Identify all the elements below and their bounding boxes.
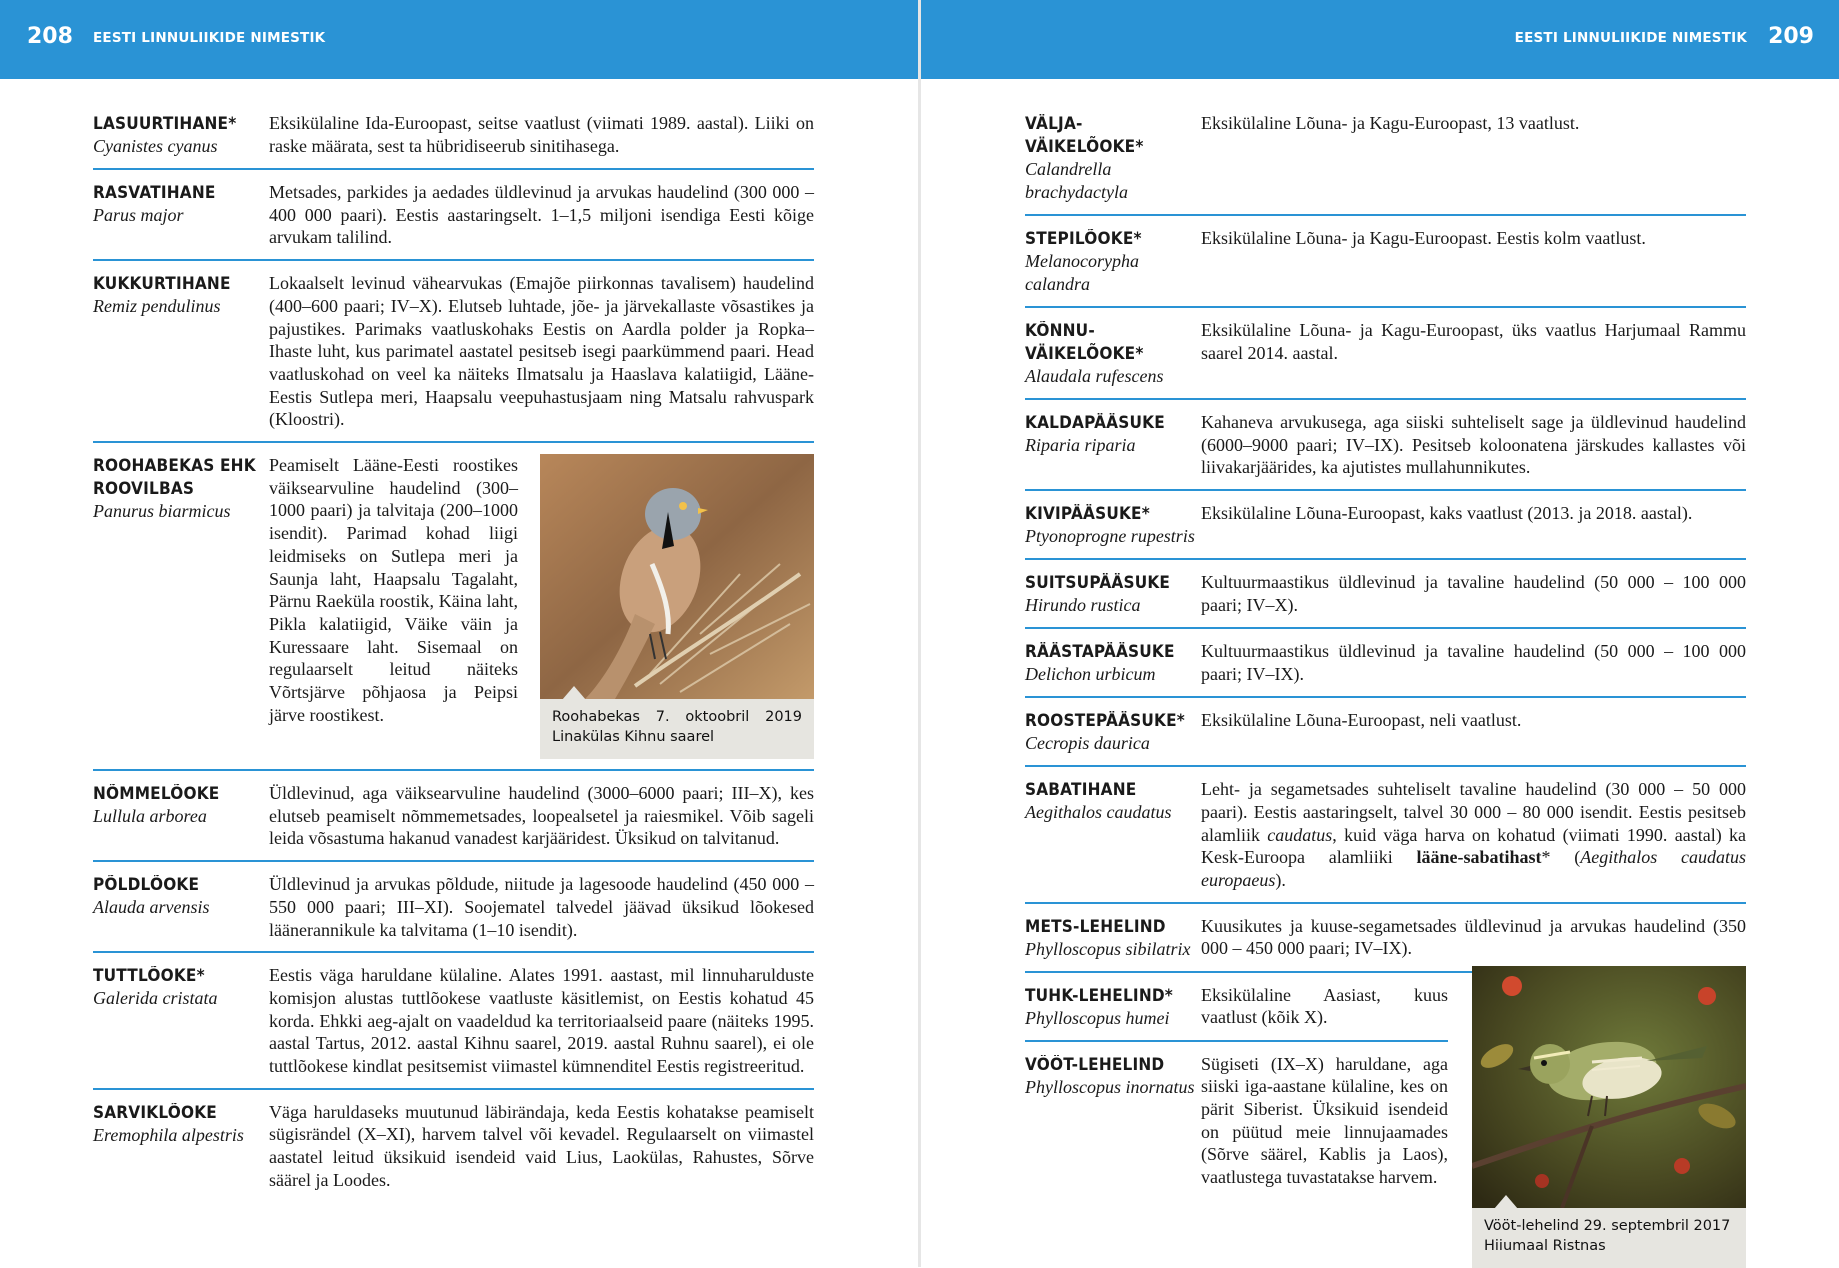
latin-name: Phylloscopus humei bbox=[1025, 1007, 1170, 1028]
yellow-browed-warbler-photo bbox=[1472, 966, 1746, 1268]
species-entry-roohabekas bbox=[93, 454, 814, 771]
species-entry-tuttlooke bbox=[93, 964, 814, 1090]
species-name: SUITSUPÄÄSUKE bbox=[1025, 573, 1171, 593]
species-entry-stepilooke bbox=[1025, 227, 1746, 308]
right-page-number: 209 bbox=[1768, 24, 1814, 49]
species-description: Kuusikutes ja kuuse-segametsades üldlevinud ja arvukas haudelind (350 000 – 450 000 paari; IV–IX). bbox=[1201, 915, 1746, 959]
species-name: RASVATIHANE bbox=[93, 183, 216, 202]
latin-name: Lullula arborea bbox=[93, 806, 207, 827]
species-entry-sabatihane bbox=[1025, 778, 1746, 904]
species-description: Eksikülaline Lõuna-Euroopast, kaks vaatlust (2013. ja 2018. aastal). bbox=[1201, 503, 1693, 524]
latin-name: Phylloscopus inornatus bbox=[1025, 1076, 1195, 1097]
species-description: Üldlevinud ja arvukas põldude, niitude ja lagesoode haudelind (450 000 – 550 000 paari; III–XI). Soojematel talvedel jäävad üksikud lõokesed läänerannikule ka talvitama (1–10 isendit). bbox=[269, 874, 814, 940]
species-name: METS-LEHELIND bbox=[1025, 916, 1166, 936]
species-description: Eksikülaline Lõuna- ja Kagu-Euroopast, 13 vaatlust. bbox=[1201, 113, 1580, 133]
species-name: KUKKURTIHANE bbox=[93, 274, 231, 294]
left-page-number: 208 bbox=[27, 24, 73, 49]
species-name: ROOSTEPÄÄSUKE* bbox=[1025, 711, 1186, 731]
species-entry-vööt-lehelind bbox=[1025, 1053, 1448, 1199]
species-name: TUTTLÕOKE* bbox=[93, 966, 205, 986]
species-name: ROOHABEKAS EHK ROOVILBAS bbox=[93, 456, 256, 499]
latin-name: Panurus biarmicus bbox=[93, 501, 231, 522]
species-description: Peamiselt Lääne-Eesti roostikes väiksearvuline haudelind (300–1000 paari) ja talvitaja (200–1000 isendit). Parimad kohad liigi leidmiseks on Sutlepa meri ja Saunja laht, Haapsalu Tagalaht, Pärnu Raeküla roostik, Käina laht, Pikla kalatiigid, Väike väin ja Kuressaare laht. Sisemaal on regulaarselt leitud näiteks Võrtsjärve põhjaosa ja Peipsi järve roostikest. bbox=[269, 455, 518, 725]
left-page-header bbox=[0, 0, 918, 79]
species-name: RÄÄSTAPÄÄSUKE bbox=[1025, 642, 1175, 662]
species-description: Leht- ja segametsades suhteliselt tavaline haudelind (30 000 – 50 000 paari). Eestis aastaringselt, talvel 30 000 – 80 000 isendit. Eestis pesitseb alamliik caudatus, kuid väga harva on kohatud (viimati 1990. aastal) ka Kesk-Euroopa alamliiki lääne-sabatihast* (Aegithalos caudatus europaeus). bbox=[1201, 779, 1746, 890]
species-entry-sarviklooke bbox=[93, 1101, 814, 1202]
right-page-header bbox=[921, 0, 1839, 79]
right-running-title: EESTI LINNULIIKIDE NIMESTIK bbox=[1514, 30, 1747, 46]
latin-name: Phylloscopus sibilatrix bbox=[1025, 938, 1191, 959]
latin-name: Cecropis daurica bbox=[1025, 733, 1150, 754]
species-description: Eksikülaline Ida-Euroopast, seitse vaatlust (viimati 1989. aastal). Liiki on raske määrata, sest ta hübridiseerub sinitihasega. bbox=[269, 113, 814, 156]
left-running-title: EESTI LINNULIIKIDE NIMESTIK bbox=[93, 30, 326, 46]
species-entry-raastapaasuke bbox=[1025, 640, 1746, 698]
species-description: Eksikülaline Lõuna- ja Kagu-Euroopast, üks vaatlus Harjumaal Rammu saarel 2014. aastal. bbox=[1201, 320, 1746, 363]
latin-name: Eremophila alpestris bbox=[93, 1124, 244, 1145]
latin-name: Alaudala rufescens bbox=[1025, 366, 1164, 386]
species-name: PÕLDLÕOKE bbox=[93, 875, 200, 895]
right-page-body bbox=[1025, 112, 1746, 1268]
page-gutter bbox=[918, 0, 921, 1267]
species-entry-valja-vaikelooke bbox=[1025, 112, 1746, 216]
species-name: KÕNNU- VÄIKELÕOKE* bbox=[1025, 321, 1144, 363]
left-page-body bbox=[93, 112, 814, 1213]
species-entry-lasuurtihane bbox=[93, 112, 814, 170]
species-name: NÕMMELÕOKE bbox=[93, 784, 220, 804]
latin-name: Calandrella brachydactyla bbox=[1025, 159, 1128, 202]
latin-name: Cyanistes cyanus bbox=[93, 136, 218, 156]
latin-name: Galerida cristata bbox=[93, 988, 218, 1009]
species-description: Kultuurmaastikus üldlevinud ja tavaline haudelind (50 000 – 100 000 paari; IV–IX). bbox=[1201, 641, 1746, 684]
latin-name: Delichon urbicum bbox=[1025, 664, 1156, 685]
species-entry-konnu-vaikelooke bbox=[1025, 319, 1746, 400]
species-description: Kahaneva arvukusega, aga siiski suhteliselt sage ja üldlevinud haudelind (6000–9000 paari; IV–IX). Pesitseb koloonatena järskudes kallastes või liivakarjäärides, ka ajutistes mullahunnikutes. bbox=[1201, 412, 1746, 478]
photo-caption: Vööt-lehelind 29. septembril 2017 Hiiumaal Ristnas bbox=[1484, 1217, 1731, 1254]
latin-name: Alauda arvensis bbox=[93, 897, 210, 918]
species-description: Eksikülaline Lõuna-Euroopast, neli vaatlust. bbox=[1201, 710, 1522, 731]
bearded-reedling-image bbox=[540, 454, 814, 699]
species-name: TUHK-LEHELIND* bbox=[1025, 985, 1173, 1005]
yellow-browed-warbler-image bbox=[1472, 966, 1746, 1208]
species-entry-rasvatihane bbox=[93, 181, 814, 261]
species-entry-nommelooke bbox=[93, 782, 814, 862]
species-name: STEPILÕOKE* bbox=[1025, 229, 1142, 248]
bearded-reedling-photo bbox=[540, 454, 814, 759]
species-entry-suitsupaasuke bbox=[1025, 571, 1746, 629]
species-entry-kukkurtihane bbox=[93, 272, 814, 443]
species-name: SABATIHANE bbox=[1025, 780, 1137, 800]
latin-name: Melanocorypha calandra bbox=[1025, 251, 1139, 294]
latin-name: Hirundo rustica bbox=[1025, 595, 1141, 616]
latin-name: Ptyonoprogne rupestris bbox=[1025, 526, 1195, 547]
species-description: Eksikülaline Aasiast, kuus vaatlust (kõik X). bbox=[1201, 984, 1448, 1028]
species-entry-tuhk-lehelind bbox=[1025, 984, 1448, 1042]
species-description: Eestis väga haruldane külaline. Alates 1991. aastast, mil linnuharulduste komisjon alustas tuttlõokese vaatluste käsitlemist, on Eestis kohatud 45 korda. Ehkki aeg-ajalt on vaadeldud ka territoriaalseid paare (näiteks 1995. aastal Tartus, 2012. aastal Kihnu saarel, 2019. aastal Ruhnu saarel), ei ole tuttlõokese kindlat pesitsemist viimastel kümnenditel Eestis registreeritud. bbox=[269, 965, 814, 1077]
latin-name: Aegithalos caudatus bbox=[1025, 802, 1172, 823]
species-description: Lokaalselt levinud vähearvukas (Emajõe piirkonnas tavalisem) haudelind (400–600 paari; IV–X). Elutseb luhtade, jõe- ja järvekallaste võsastikes ja pajustikes. Parimaks vaatluskohaks Eestis on Aardla polder ja Ropka–Ihaste luht, kus parimatel aastatel pesitseb isegi paarkümmend paari. Head vaatluskohad on veel ka näiteks Ilmatsalu ja Haaslava kalatiigid, Lääne-Eestis Sutlepa meri, Haapsalu veepuhastusjaam ning Matsalu rahvuspark (Kloostri). bbox=[269, 273, 814, 430]
species-entry-kaldapaasuke bbox=[1025, 411, 1746, 491]
species-name: VÖÖT-LEHELIND bbox=[1025, 1054, 1165, 1074]
species-description: Üldlevinud, aga väiksearvuline haudelind (3000–6000 paari; III–X), kes elutseb peamiselt nõmmemetsades, loopealsetel ja raiesmikel. Võib sageli leida võsastuma hakanud vanadest karjääridest. Üksikud on talvitanud. bbox=[269, 783, 814, 849]
latin-name: Riparia riparia bbox=[1025, 435, 1136, 455]
species-name: KALDAPÄÄSUKE bbox=[1025, 413, 1165, 432]
photo-caption: Roohabekas 7. oktoobril 2019 Linakülas Kihnu saarel bbox=[552, 709, 802, 746]
species-description: Sügiseti (IX–X) haruldane, aga siiski iga-aastane külaline, kes on pärit Siberist. Üksikuid isendeid on püütud meie linnujaamades (Sõrve säärel, Kablis ja Laos), vaatlustega tuvastatakse harvem. bbox=[1201, 1053, 1448, 1188]
species-name: LASUURTIHANE* bbox=[93, 114, 237, 133]
latin-name: Parus major bbox=[93, 205, 184, 225]
species-name: KIVIPÄÄSUKE* bbox=[1025, 504, 1150, 524]
species-entry-mets-lehelind bbox=[1025, 915, 1746, 973]
species-description: Metsades, parkides ja aedades üldlevinud ja arvukas haudelind (300 000 – 400 000 paari). Eestis aastaringselt. 1–1,5 miljoni isendiga Eesti kõige arvukam talilind. bbox=[269, 182, 814, 248]
species-entry-poldlooke bbox=[93, 873, 814, 953]
species-name: SARVIKLÕOKE bbox=[93, 1102, 217, 1122]
species-entry-roostepaasuke bbox=[1025, 709, 1746, 767]
species-entry-kivipaasuke bbox=[1025, 502, 1746, 560]
species-description: Kultuurmaastikus üldlevinud ja tavaline haudelind (50 000 – 100 000 paari; IV–X). bbox=[1201, 572, 1746, 615]
latin-name: Remiz pendulinus bbox=[93, 296, 221, 317]
species-name: VÄLJA-VÄIKELÕOKE* bbox=[1025, 114, 1144, 156]
species-description: Väga haruldaseks muutunud läbirändaja, keda Eestis kohatakse peamiselt sügisrändel (X–XI), harvem talvel või kevadel. Regulaarselt on viimastel aastatel leitud üksikuid isendeid vaid Lius, Laokülas, Rahustes, Sõrve säärel ja Loodes. bbox=[269, 1101, 814, 1190]
species-description: Eksikülaline Lõuna- ja Kagu-Euroopast. Eestis kolm vaatlust. bbox=[1201, 228, 1646, 248]
